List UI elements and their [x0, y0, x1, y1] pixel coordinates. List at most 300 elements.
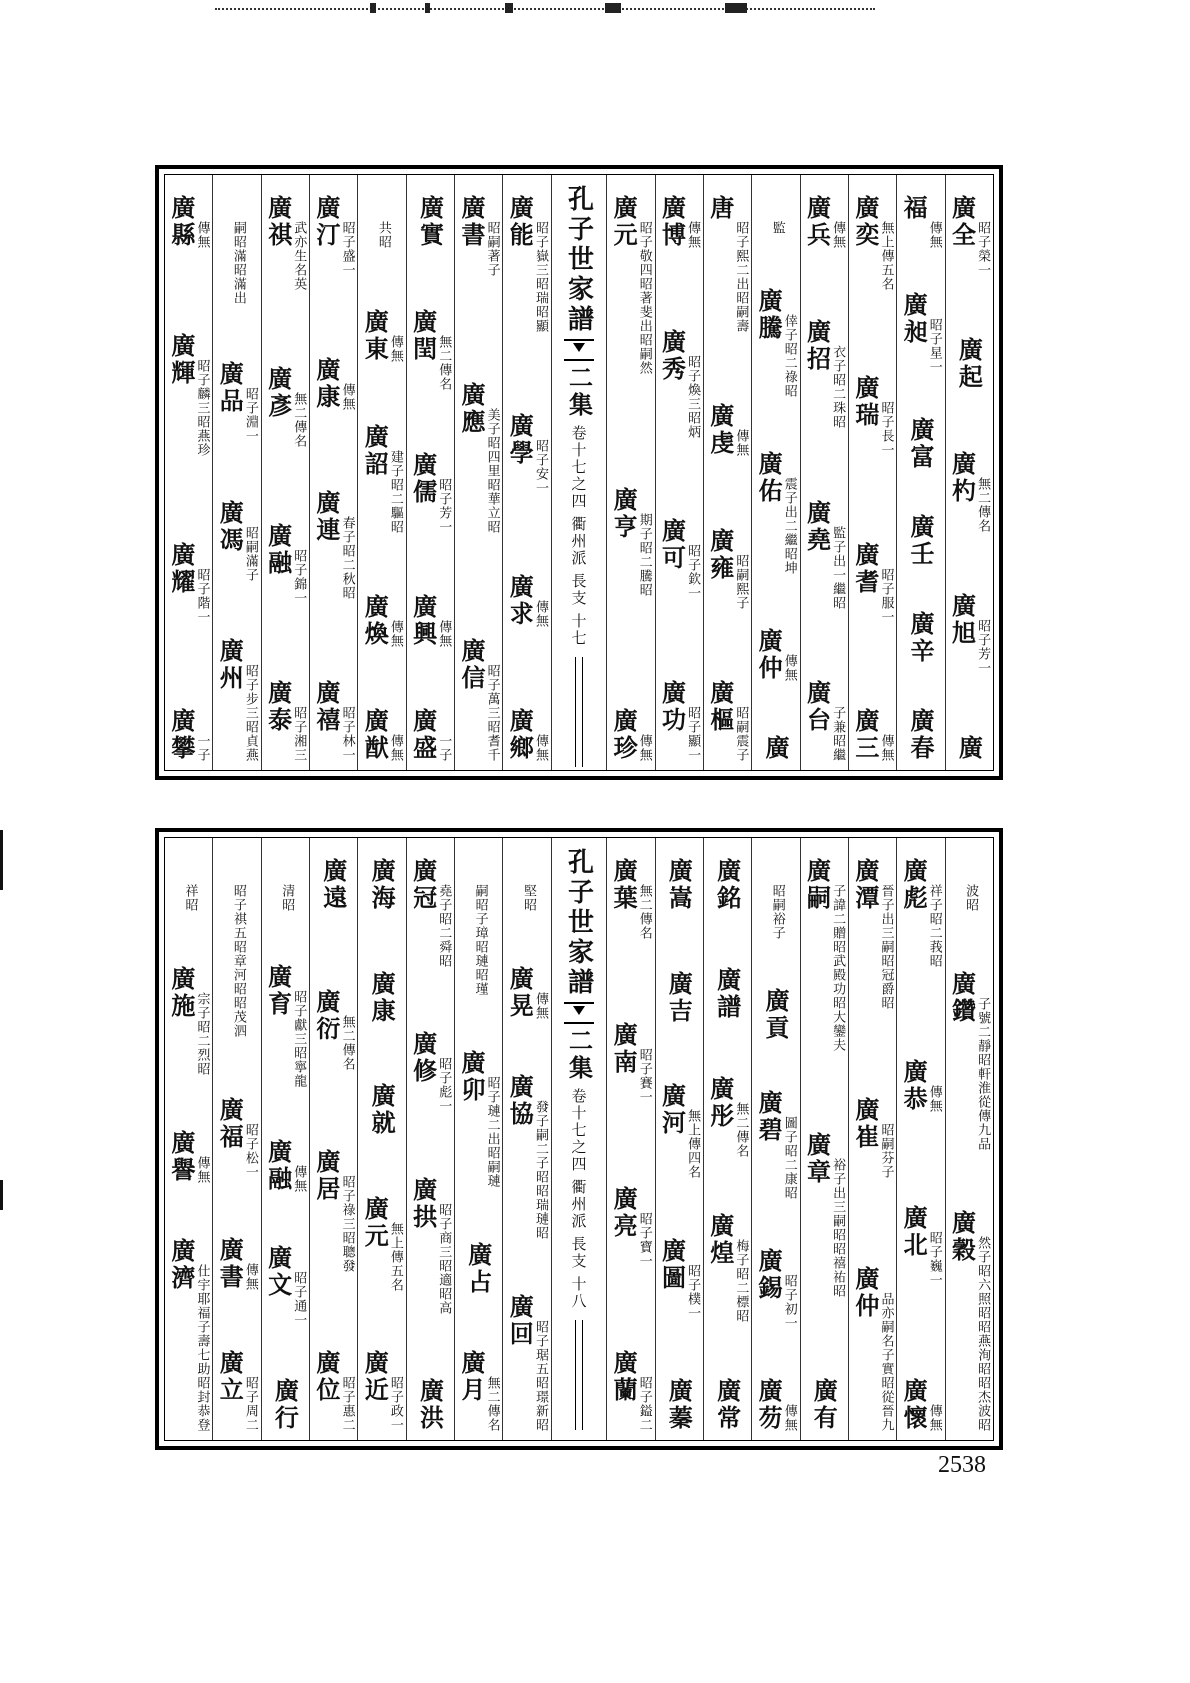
person-name: 廣煥 — [360, 593, 390, 648]
person-name: 廣修 — [408, 1031, 438, 1086]
genealogy-entry — [456, 381, 500, 534]
lineage-note: 無二傳名 — [291, 392, 307, 448]
lineage-note: 然子昭六照昭昭燕洵昭昭杰波昭 — [975, 1236, 991, 1432]
genealogy-column — [751, 838, 799, 1440]
person-name: 廣圖 — [657, 1237, 687, 1292]
genealogy-entry — [408, 708, 452, 762]
lineage-note: 祥昭 — [182, 884, 198, 912]
person-name: 廣河 — [657, 1083, 687, 1137]
genealogy-entry — [456, 1050, 500, 1188]
genealogy-entry — [362, 708, 402, 762]
lineage-note: 昭子周二 — [242, 1375, 258, 1432]
person-name: 廣元 — [360, 1195, 390, 1250]
genealogy-entry — [705, 679, 749, 762]
person-name: 廣禧 — [311, 679, 341, 734]
center-title-column — [551, 175, 606, 770]
book-title-block — [552, 185, 606, 767]
person-name: 廣銘 — [712, 858, 742, 912]
genealogy-entry — [659, 1238, 699, 1320]
column-entries — [407, 858, 454, 1432]
column-entries — [656, 195, 703, 762]
genealogy-entry — [362, 594, 402, 648]
genealogy-entry — [811, 1378, 837, 1432]
genealogy-entry — [278, 858, 294, 912]
genealogy-column — [655, 175, 703, 770]
genealogy-entry — [507, 966, 547, 1020]
lineage-note: 昭子湘三 — [291, 706, 307, 762]
lineage-note: 建子昭二驅昭 — [387, 449, 403, 534]
genealogy-column — [165, 838, 212, 1440]
genealogy-entry — [850, 195, 894, 291]
column-entries — [801, 858, 848, 1432]
column-entries — [946, 195, 993, 762]
person-name: 廣貢 — [760, 988, 790, 1042]
leaf-number: 十七 — [569, 613, 588, 647]
lineage-note: 昭子錦一 — [291, 549, 307, 605]
lineage-note: 子號二靜昭軒淮從傳九品 — [975, 997, 991, 1151]
scan-edge-mark — [0, 830, 3, 890]
scan-top-border — [215, 8, 875, 22]
person-name: 廣晃 — [505, 966, 535, 1020]
genealogy-entry — [659, 680, 699, 762]
genealogy-entry — [659, 1083, 699, 1179]
lineage-note: 昭子欽一 — [685, 544, 701, 601]
genealogy-column — [848, 838, 896, 1440]
person-name: 廣潭 — [850, 858, 880, 912]
branch-label: 衢州派 — [569, 1179, 588, 1230]
genealogy-entry — [408, 1176, 452, 1315]
lineage-note: 宗子昭二烈昭 — [194, 992, 210, 1076]
lineage-note: 昭子樸一 — [685, 1263, 701, 1320]
double-rule — [575, 657, 583, 767]
person-name: 廣近 — [360, 1350, 390, 1404]
person-name: 廣洪 — [415, 1377, 445, 1432]
genealogy-entry — [901, 1378, 941, 1432]
genealogy-entry — [311, 679, 355, 762]
genealogy-entry — [804, 680, 844, 762]
genealogy-entry — [705, 403, 749, 458]
genealogy-entry — [666, 971, 692, 1025]
genealogy-entry — [659, 329, 699, 439]
genealogy-entry — [456, 195, 500, 277]
lineage-note: 昭子淵一 — [242, 387, 258, 444]
column-entries — [607, 195, 654, 762]
lineage-note: 昭嗣芬子 — [878, 1123, 894, 1179]
person-name: 廣縣 — [166, 195, 196, 249]
column-entries — [310, 858, 357, 1432]
genealogy-entry — [659, 518, 699, 600]
genealogy-column — [606, 175, 654, 770]
column-entries — [849, 195, 896, 762]
genealogy-entry — [611, 708, 651, 762]
volume-label: 卷十七之四 — [569, 425, 588, 510]
person-name: 廣佑 — [754, 451, 784, 505]
lineage-note: 監 — [769, 221, 785, 235]
person-name: 廣亮 — [609, 1186, 639, 1240]
lineage-note: 無二傳名 — [339, 1015, 355, 1072]
lineage-note: 傳無 — [636, 734, 652, 762]
genealogy-entry — [166, 1130, 210, 1184]
lineage-note: 堅昭 — [520, 884, 536, 912]
leaf-number: 十八 — [569, 1276, 588, 1310]
genealogy-entry — [362, 309, 402, 363]
lineage-note: 一子 — [436, 734, 452, 762]
lineage-note: 傳無 — [387, 619, 403, 648]
lineage-note: 昭子巍一 — [926, 1230, 942, 1287]
lineage-note: 昭子琚五昭璟新昭 — [532, 1320, 548, 1432]
lineage-note: 傳無 — [830, 221, 846, 249]
person-name: 廣鑽 — [947, 971, 977, 1025]
person-name: 廣儒 — [408, 451, 438, 506]
person-name: 廣鄉 — [505, 707, 535, 762]
genealogy-entry — [369, 971, 395, 1025]
person-name: 廣騰 — [754, 288, 784, 342]
person-name: 廣壬 — [905, 514, 935, 568]
lineage-note: 梅子昭二標昭 — [733, 1239, 749, 1323]
genealogy-entry — [507, 413, 547, 495]
lineage-note: 昭子長一 — [878, 401, 894, 458]
book-title: 孔子世家譜 — [563, 185, 594, 335]
person-name: 廣可 — [657, 518, 687, 573]
scan-edge-mark — [0, 1180, 3, 1210]
lineage-note: 子兼昭繼 — [830, 705, 846, 762]
person-name: 廣嵩 — [664, 858, 694, 912]
genealogy-entry — [956, 735, 982, 762]
genealogy-entry — [217, 361, 257, 443]
genealogy-entry — [947, 451, 991, 533]
panel-inner-frame — [164, 837, 994, 1441]
lineage-note: 傳無 — [781, 1404, 797, 1432]
genealogy-entry — [408, 593, 452, 648]
person-name: 廣崔 — [850, 1097, 880, 1151]
column-entries — [607, 858, 654, 1432]
genealogy-entry — [217, 1350, 257, 1432]
lineage-note: 傳無 — [926, 1085, 942, 1114]
lineage-note: 昭嗣裕子 — [769, 884, 785, 940]
lineage-note: 發子嗣二子昭昭瑞璉昭 — [532, 1100, 548, 1240]
person-name: 廣位 — [311, 1349, 341, 1404]
genealogy-entry — [611, 1186, 651, 1268]
lineage-note: 美子昭四里昭華立昭 — [484, 407, 500, 534]
genealogy-entry — [804, 858, 844, 1052]
genealogy-entry — [712, 858, 742, 912]
person-name: 廣書 — [456, 195, 486, 249]
lineage-note: 傳無 — [339, 382, 355, 411]
genealogy-entry — [374, 195, 390, 249]
genealogy-entry — [905, 708, 935, 762]
lineage-note: 傳無 — [733, 429, 749, 458]
lineage-note: 監子出一繼昭 — [830, 525, 846, 610]
lineage-note: 昭子敬四昭著斐出昭嗣然 — [636, 221, 652, 375]
person-name: 廣祺 — [263, 195, 293, 249]
genealogy-entry — [456, 638, 500, 762]
genealogy-entry — [272, 1378, 298, 1432]
genealogy-entry — [166, 333, 210, 458]
person-name: 廣猷 — [360, 708, 390, 762]
genealogy-entry — [362, 1196, 402, 1292]
person-name: 唐 — [705, 195, 735, 222]
genealogy-entry — [705, 527, 749, 610]
genealogy-entry — [905, 611, 935, 665]
lineage-note: 武亦生名英 — [291, 221, 307, 291]
genealogy-entry — [263, 366, 307, 448]
lineage-note: 裕子出三嗣昭昭禧祐昭 — [830, 1158, 846, 1298]
genealogy-entry — [311, 989, 355, 1072]
genealogy-entry — [417, 195, 443, 249]
column-entries — [704, 858, 751, 1432]
lineage-note: 昭子萬三昭耆千 — [484, 664, 500, 762]
person-name: 廣博 — [657, 195, 687, 249]
column-entries — [752, 858, 799, 1432]
lineage-note: 一子 — [194, 733, 210, 762]
fish-tail-mark — [564, 339, 594, 361]
person-name: 廣 — [760, 735, 790, 762]
genealogy-panel-top — [155, 165, 1003, 780]
lineage-note: 昭子服一 — [878, 567, 894, 624]
person-name: 廣北 — [899, 1204, 929, 1259]
person-name: 廣連 — [311, 490, 341, 545]
person-name: 廣起 — [954, 337, 984, 391]
lineage-note: 無上傳四名 — [685, 1109, 701, 1179]
column-entries — [897, 195, 944, 762]
person-name: 廣品 — [215, 361, 245, 416]
lineage-note: 傳無 — [926, 1403, 942, 1432]
genealogy-entry — [408, 1031, 452, 1114]
person-name: 廣盛 — [408, 708, 438, 762]
genealogy-entry — [756, 451, 796, 575]
genealogy-entry — [263, 523, 307, 605]
genealogy-entry — [263, 963, 307, 1088]
lineage-note: 品亦嗣名子實昭從晉九 — [878, 1292, 894, 1432]
column-entries — [407, 195, 454, 762]
genealogy-entry — [850, 707, 894, 762]
lineage-note: 昭嗣滿子 — [242, 525, 258, 582]
genealogy-entry — [318, 858, 348, 912]
person-name: 廣耀 — [166, 541, 196, 596]
genealogy-column — [212, 175, 260, 770]
genealogy-entry — [611, 195, 651, 375]
center-title-column — [551, 838, 606, 1440]
genealogy-entry — [901, 1205, 941, 1287]
genealogy-entry — [901, 195, 941, 249]
person-name: 廣拱 — [408, 1176, 438, 1231]
lineage-note: 仕宇耶福子壽七助昭封恭登 — [194, 1264, 210, 1432]
lineage-note: 嗣昭子璋昭璉昭瑾 — [472, 884, 488, 996]
person-name: 廣福 — [215, 1096, 245, 1151]
lineage-note: 昭子階一 — [194, 567, 210, 624]
person-name: 廣輝 — [166, 333, 196, 388]
genealogy-entry — [756, 1248, 796, 1330]
person-name: 廣昶 — [899, 292, 929, 346]
person-name: 廣全 — [947, 195, 977, 249]
person-name: 廣學 — [505, 412, 535, 467]
genealogy-entry — [369, 1083, 395, 1137]
lineage-note: 傳無 — [194, 1156, 210, 1184]
lineage-note: 昭子林一 — [339, 705, 355, 762]
lineage-note: 期子昭二騰昭 — [636, 512, 652, 597]
genealogy-entry — [901, 858, 941, 968]
lineage-note: 無二傳名 — [975, 477, 991, 533]
lineage-note: 昭子鎰二 — [636, 1376, 652, 1432]
genealogy-column — [357, 838, 405, 1440]
genealogy-column — [896, 175, 944, 770]
person-name: 廣回 — [505, 1294, 535, 1348]
genealogy-entry — [850, 858, 894, 1010]
person-name: 廣珍 — [609, 708, 639, 762]
lineage-note: 昭子煥三昭炳 — [685, 354, 701, 439]
lineage-note: 傳無 — [436, 619, 452, 648]
lineage-note: 無上傳五名 — [878, 221, 894, 291]
lineage-note: 昭子麟三昭燕珍 — [194, 359, 210, 458]
genealogy-column — [655, 838, 703, 1440]
person-name: 廣堯 — [802, 499, 832, 554]
person-name: 廣耆 — [850, 541, 880, 596]
lineage-note: 堯子昭二舜昭 — [436, 884, 452, 968]
genealogy-entry — [166, 195, 210, 249]
genealogy-entry — [756, 1378, 796, 1432]
genealogy-column — [502, 175, 550, 770]
genealogy-column — [606, 838, 654, 1440]
person-name: 廣樞 — [705, 679, 735, 734]
person-name: 廣馮 — [215, 499, 245, 554]
genealogy-entry — [756, 288, 796, 398]
lineage-note: 圖子昭二康昭 — [781, 1116, 797, 1200]
genealogy-entry — [901, 1059, 941, 1113]
lineage-note: 傳無 — [685, 221, 701, 249]
lineage-note: 無二傳名 — [636, 884, 652, 940]
person-name: 廣立 — [215, 1349, 245, 1404]
genealogy-entry — [760, 735, 790, 762]
genealogy-entry — [756, 1090, 796, 1200]
volume-label: 卷十七之四 — [569, 1088, 588, 1173]
lineage-note: 傳無 — [781, 654, 797, 682]
genealogy-entry — [905, 514, 935, 568]
lineage-note: 傳無 — [387, 335, 403, 364]
genealogy-column — [406, 175, 454, 770]
person-name: 廣占 — [463, 1242, 493, 1296]
lineage-note: 波昭 — [963, 884, 979, 912]
person-name: 廣卯 — [456, 1050, 486, 1104]
lineage-note: 昭子榮一 — [975, 221, 991, 277]
lineage-note: 昭子步三昭貞燕 — [242, 663, 258, 762]
sub-branch-label: 長支 — [569, 1236, 588, 1270]
person-name: 廣濟 — [166, 1238, 196, 1292]
lineage-note: 昭嗣震子 — [733, 705, 749, 762]
person-name: 廣雍 — [705, 527, 735, 582]
person-name: 廣常 — [712, 1378, 742, 1432]
genealogy-entry — [311, 490, 355, 601]
lineage-note: 昭嗣熙子 — [733, 553, 749, 610]
lineage-note: 昭子寶一 — [636, 1212, 652, 1268]
person-name: 廣煌 — [705, 1213, 735, 1267]
lineage-note: 清昭 — [279, 884, 295, 912]
lineage-note: 昭子顯一 — [685, 705, 701, 762]
column-entries — [849, 858, 896, 1432]
genealogy-panel-bottom — [155, 828, 1003, 1450]
genealogy-entry — [760, 988, 790, 1042]
column-entries — [358, 195, 405, 762]
genealogy-entry — [611, 487, 651, 597]
genealogy-entry — [705, 1213, 749, 1323]
person-name: 廣文 — [263, 1244, 293, 1299]
genealogy-column — [703, 838, 751, 1440]
scan-mark — [370, 3, 376, 13]
genealogy-entry — [804, 1132, 844, 1298]
genealogy-entry — [217, 1237, 257, 1291]
sub-branch-label: 長支 — [569, 573, 588, 607]
genealogy-entry — [659, 195, 699, 249]
genealogy-entry — [311, 1349, 355, 1432]
lineage-note: 昭子盛一 — [339, 221, 355, 277]
person-name: 廣旭 — [947, 593, 977, 647]
person-name: 廣蘭 — [609, 1350, 639, 1404]
person-name: 廣嗣 — [802, 858, 832, 912]
person-name: 廣兵 — [802, 195, 832, 249]
lineage-note: 春子昭二秋昭 — [339, 516, 355, 601]
lineage-note: 傳無 — [532, 733, 548, 762]
person-name: 廣施 — [166, 966, 196, 1020]
person-name: 福 — [899, 195, 929, 222]
genealogy-column — [848, 175, 896, 770]
genealogy-entry — [217, 1097, 257, 1179]
genealogy-entry — [947, 593, 991, 675]
person-name: 廣仲 — [850, 1266, 880, 1320]
person-name: 廣碧 — [754, 1090, 784, 1144]
genealogy-entry — [311, 356, 355, 411]
genealogy-entry — [804, 195, 844, 249]
person-name: 廣亨 — [609, 486, 639, 541]
genealogy-entry — [166, 707, 210, 762]
genealogy-entry — [705, 1076, 749, 1158]
genealogy-entry — [611, 1022, 651, 1104]
book-title-block — [552, 848, 606, 1430]
genealogy-column — [751, 175, 799, 770]
genealogy-entry — [507, 708, 547, 762]
person-name: 廣錫 — [754, 1248, 784, 1302]
genealogy-entry — [768, 858, 784, 940]
lineage-note: 昭子芳一 — [975, 619, 991, 675]
person-name: 廣彥 — [263, 366, 293, 420]
person-name: 廣書 — [215, 1237, 245, 1292]
column-entries — [455, 195, 502, 762]
genealogy-entry — [712, 967, 742, 1021]
person-name: 廣有 — [809, 1378, 839, 1432]
person-name: 廣泰 — [263, 680, 293, 734]
person-name: 廣月 — [456, 1350, 486, 1404]
genealogy-entry — [417, 1378, 443, 1432]
genealogy-column — [800, 175, 848, 770]
column-entries — [165, 858, 212, 1432]
person-name: 廣求 — [505, 574, 535, 629]
lineage-note: 無二傳名 — [733, 1102, 749, 1158]
genealogy-entry — [611, 858, 651, 940]
column-entries — [358, 858, 405, 1432]
lineage-note: 倖子昭二祿昭 — [781, 314, 797, 398]
branch-label: 衢州派 — [569, 516, 588, 567]
scan-mark — [425, 3, 430, 13]
person-name: 廣功 — [657, 679, 687, 734]
person-name: 廣行 — [270, 1378, 300, 1432]
person-name: 廣協 — [505, 1074, 535, 1128]
lineage-note: 傳無 — [194, 221, 210, 249]
lineage-note: 傳無 — [878, 733, 894, 762]
lineage-note: 祥子昭二莪昭 — [926, 884, 942, 968]
genealogy-column — [945, 838, 993, 1440]
person-name: 廣遠 — [318, 858, 348, 912]
genealogy-column — [165, 175, 212, 770]
genealogy-entry — [166, 966, 210, 1076]
person-name: 廣海 — [367, 858, 397, 912]
